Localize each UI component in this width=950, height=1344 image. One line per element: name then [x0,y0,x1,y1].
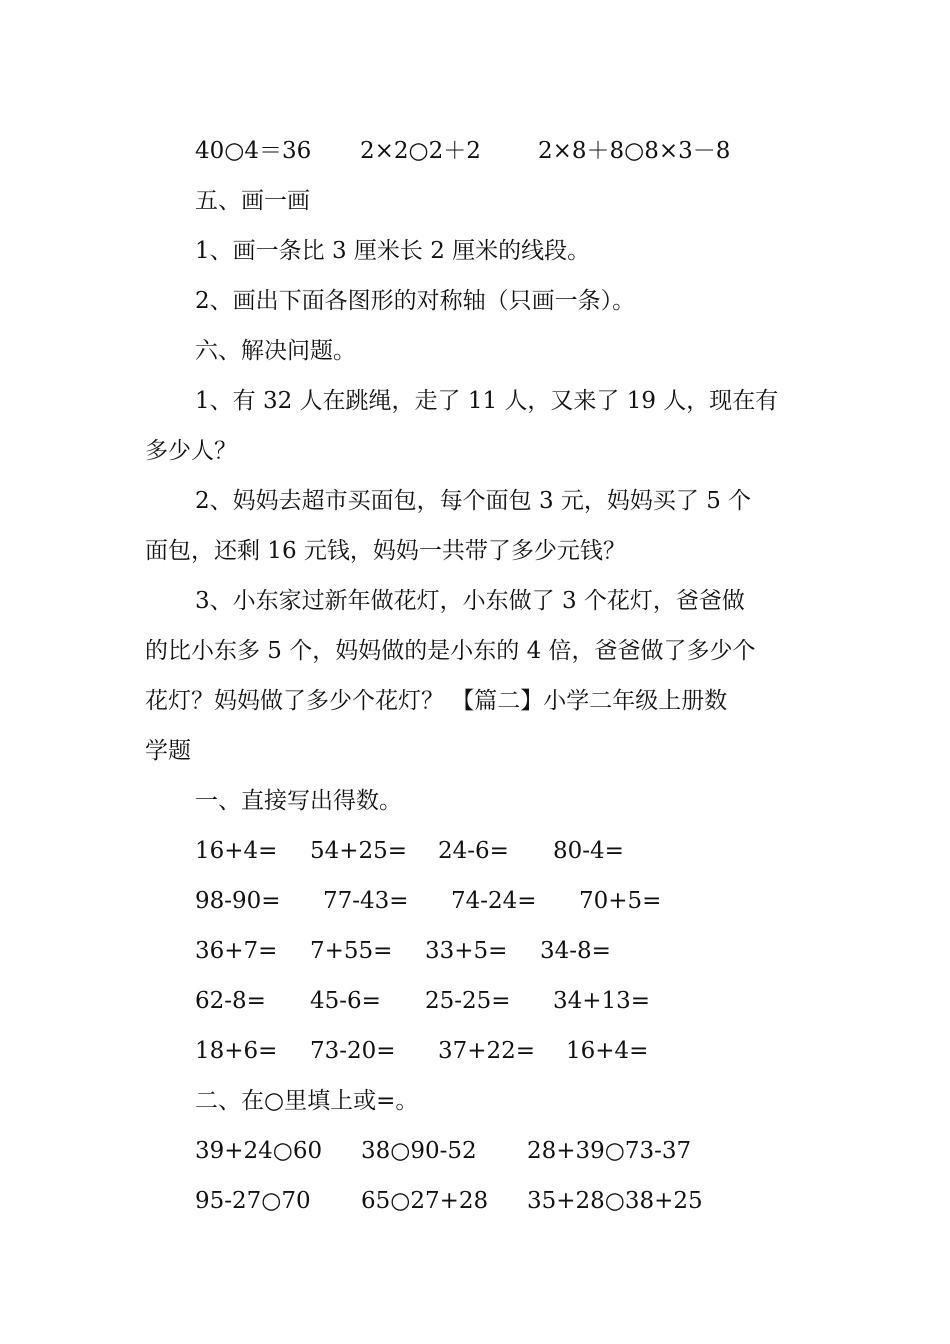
arithmetic-item: 98-90= [195,888,281,914]
arithmetic-item: 62-8= [195,988,266,1014]
arithmetic-item: 16+4= [566,1038,649,1064]
arithmetic-item: 54+25= [310,838,408,864]
expression: 38○90-52 [361,1138,477,1164]
arithmetic-item: 77-43= [323,888,409,914]
arithmetic-item: 74-24= [451,888,537,914]
arithmetic-item: 18+6= [195,1038,278,1064]
question-text: 2、画出下面各图形的对称轴（只画一条）。 [195,288,636,314]
arithmetic-item: 37+22= [438,1038,536,1064]
arithmetic-item: 34-8= [540,938,611,964]
question-text: 1、画一条比 3 厘米长 2 厘米的线段。 [195,238,591,264]
arithmetic-item: 24-6= [438,838,509,864]
arithmetic-item: 80-4= [553,838,624,864]
question-text-continued: 的比小东多 5 个，妈妈做的是小东的 4 倍，爸爸做了多少个 [145,638,756,664]
question-text: 2、妈妈去超市买面包，每个面包 3 元，妈妈买了 5 个 [195,488,752,514]
expression: 40○4＝36 [195,138,312,164]
section-heading-6: 六、解决问题。 [195,338,356,364]
arithmetic-item: 16+4= [195,838,278,864]
section-heading-5: 五、画一画 [195,188,310,214]
arithmetic-item: 36+7= [195,938,278,964]
arithmetic-item: 73-20= [310,1038,396,1064]
arithmetic-item: 45-6= [310,988,381,1014]
arithmetic-item: 33+5= [425,938,508,964]
question-text-continued: 多少人？ [145,438,237,464]
arithmetic-item: 70+5= [579,888,662,914]
expression: 35+28○38+25 [527,1188,703,1214]
question-text-continued: 花灯？妈妈做了多少个花灯？ 【篇二】小学二年级上册数 [145,688,728,714]
arithmetic-item: 34+13= [553,988,651,1014]
expression: 95-27○70 [195,1188,311,1214]
arithmetic-item: 25-25= [425,988,511,1014]
arithmetic-item: 7+55= [310,938,393,964]
expression: 39+24○60 [195,1138,323,1164]
question-text-continued: 学题 [145,738,191,764]
question-text: 1、有 32 人在跳绳，走了 11 人，又来了 19 人，现在有 [195,388,779,414]
expression: 2×8＋8○8×3－8 [538,138,731,164]
expression: 2×2○2＋2 [360,138,481,164]
expression: 28+39○73-37 [527,1138,692,1164]
expression: 65○27+28 [361,1188,489,1214]
question-text: 3、小东家过新年做花灯，小东做了 3 个花灯，爸爸做 [195,588,745,614]
section-heading-1: 一、直接写出得数。 [195,788,402,814]
question-text-continued: 面包，还剩 16 元钱，妈妈一共带了多少元钱？ [145,538,626,564]
section-heading-2: 二、在○里填上或=。 [195,1088,419,1114]
